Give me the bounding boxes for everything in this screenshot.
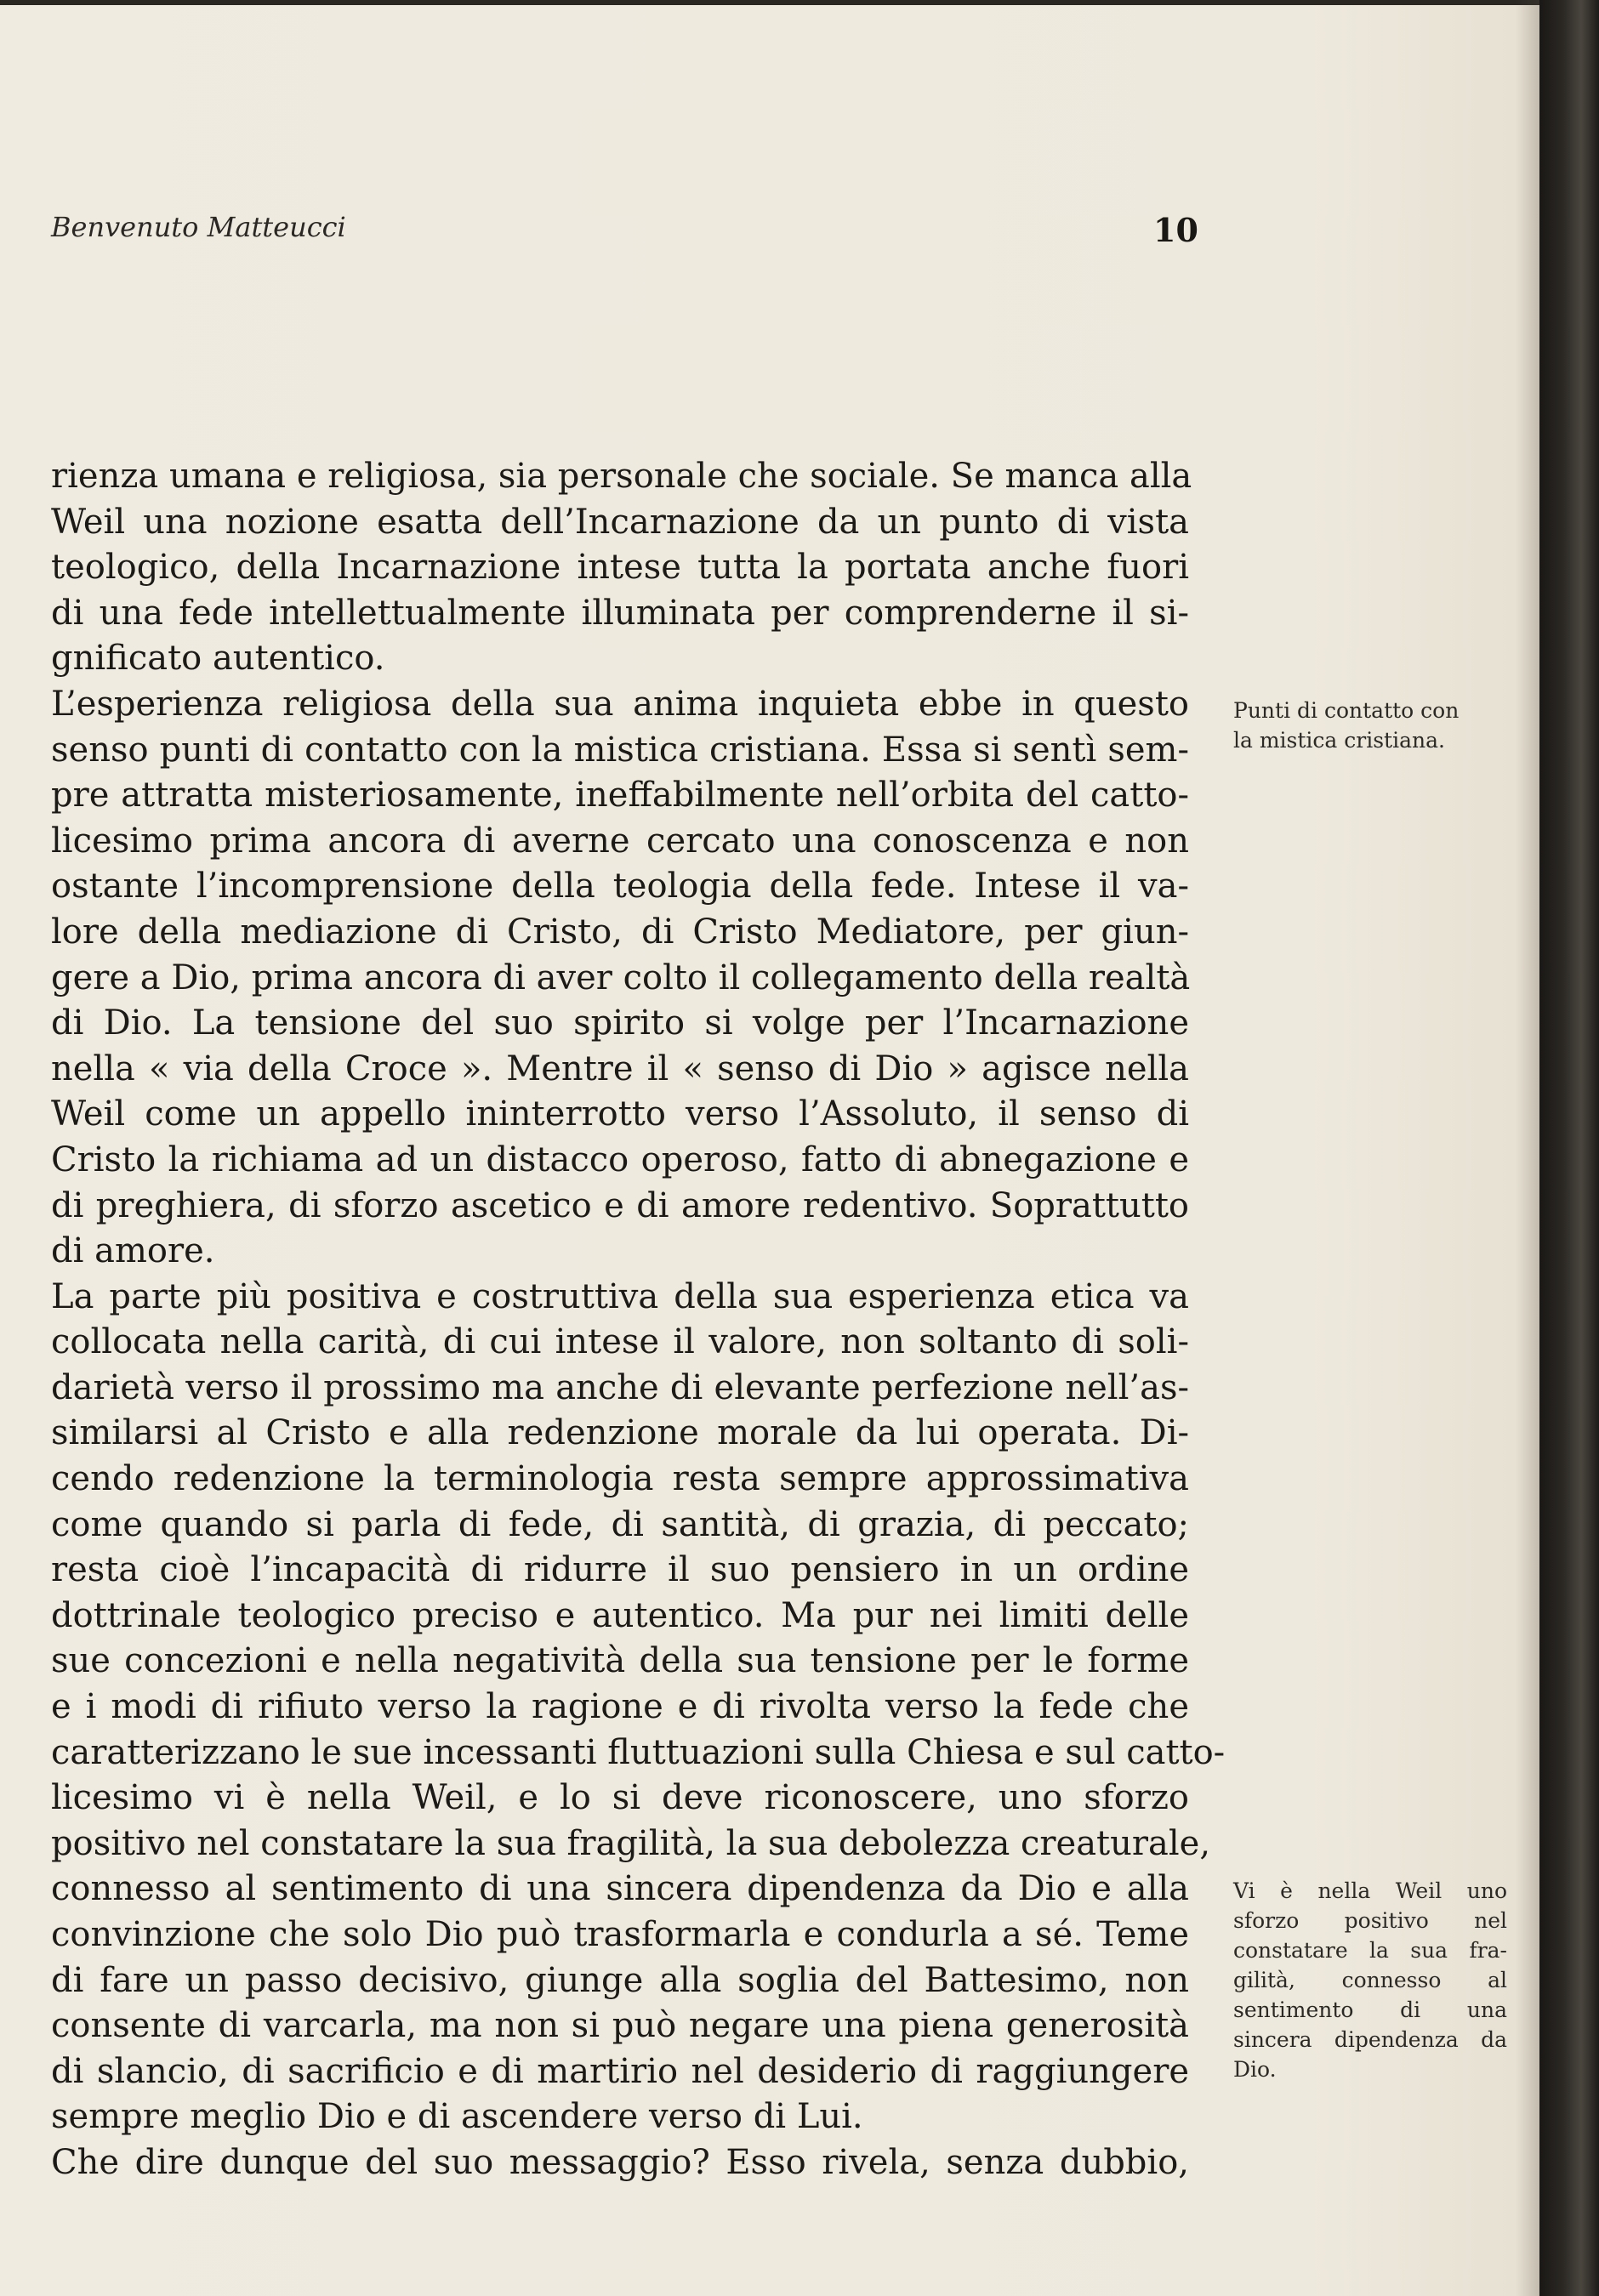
text-line: Weil una nozione esatta dell’Incarnazione da un punto di vista [51, 502, 1189, 542]
text-line: dottrinale teologico preciso e autentico. Ma pur nei limiti delle [51, 1595, 1189, 1635]
text-line: lore della mediazione di Cristo, di Cristo Mediatore, per giun- [51, 912, 1189, 952]
text-line: pre attratta misteriosamente, ineffabilmente nell’orbita del catto- [51, 776, 1189, 816]
text-line: di preghiera, di sforzo ascetico e di amore redentivo. Soprattutto [51, 1185, 1189, 1225]
text-line: nella « via della Croce ». Mentre il « senso di Dio » agisce nella [51, 1049, 1189, 1088]
text-line: licesimo prima ancora di averne cercato una conoscenza e non [51, 821, 1189, 861]
text-line: positivo nel constatare la sua fragilità, la sua debolezza creaturale, [51, 1823, 1211, 1863]
text-line: di fare un passo decisivo, giunge alla soglia del Battesimo, non [51, 1960, 1189, 2000]
text-line: e i modi di rifiuto verso la ragione e di rivolta verso la fede che [51, 1687, 1189, 1727]
text-line: licesimo vi è nella Weil, e lo si deve riconoscere, uno sforzo [51, 1778, 1189, 1818]
text-line: gere a Dio, prima ancora di aver colto il collegamento della realtà [51, 958, 1191, 997]
text-line: rienza umana e religiosa, sia personale che sociale. Se manca alla [51, 457, 1192, 496]
margin-note-mistica [1233, 696, 1507, 755]
page-number: 10 [1153, 211, 1198, 249]
text-line: consente di varcarla, ma non si può negare una piena generosità [51, 2006, 1189, 2046]
margin-note-line: gilità, connesso al [1233, 1968, 1507, 1992]
text-line: sempre meglio Dio e di ascendere verso di Lui. [51, 2097, 863, 2137]
margin-note-line: sincera dipendenza da [1233, 2027, 1507, 2052]
text-line: come quando si parla di fede, di santità, di grazia, di peccato; [51, 1504, 1189, 1544]
text-line: Che dire dunque del suo messaggio? Esso rivela, senza dubbio, [51, 2142, 1189, 2182]
text-line: ostante l’incomprensione della teologia della fede. Intese il va- [51, 867, 1189, 906]
margin-note-line: Vi è nella Weil uno [1233, 1878, 1507, 1903]
text-line: di una fede intellettualmente illuminata per comprenderne il si- [51, 593, 1189, 633]
text-line: teologico, della Incarnazione intese tutta la portata anche fuori [51, 548, 1189, 588]
margin-note-line: la mistica cristiana. [1233, 728, 1445, 753]
text-line: sue concezioni e nella negatività della sua tensione per le forme [51, 1641, 1189, 1681]
text-line: Weil come un appello ininterrotto verso l’Assoluto, il senso di [51, 1094, 1189, 1134]
text-line: di Dio. La tensione del suo spirito si volge per l’Incarnazione [51, 1003, 1189, 1043]
margin-note-line: Punti di contatto con [1233, 698, 1460, 723]
book-edge [1539, 0, 1599, 2296]
text-line: resta cioè l’incapacità di ridurre il suo pensiero in un ordine [51, 1550, 1189, 1590]
margin-note-line: Dio. [1233, 2057, 1277, 2082]
text-line: convinzione che solo Dio può trasformarla e condurla a sé. Teme [51, 1915, 1189, 1954]
text-line: senso punti di contatto con la mistica cristiana. Essa si sentì sem- [51, 730, 1189, 770]
text-line: caratterizzano le sue incessanti fluttuazioni sulla Chiesa e sul catto- [51, 1732, 1226, 1772]
text-line: similarsi al Cristo e alla redenzione morale da lui operata. Di- [51, 1413, 1189, 1453]
text-line: La parte più positiva e costruttiva della sua esperienza etica va [51, 1276, 1189, 1316]
text-line: di slancio, di sacrificio e di martirio nel desiderio di raggiungere [51, 2051, 1189, 2091]
running-header-author: Benvenuto Matteucci [51, 211, 346, 243]
text-line: L’esperienza religiosa della sua anima inquieta ebbe in questo [51, 684, 1189, 724]
text-line: di amore. [51, 1231, 215, 1271]
text-line: gnificato autentico. [51, 639, 385, 679]
margin-note-line: constatare la sua fra- [1233, 1938, 1507, 1963]
page-shadow [1516, 0, 1539, 2296]
text-line: cendo redenzione la terminologia resta sempre approssimativa [51, 1459, 1189, 1499]
text-line: connesso al sentimento di una sincera dipendenza da Dio e alla [51, 1869, 1189, 1909]
margin-note-line: sentimento di una [1233, 1998, 1507, 2022]
margin-note-line: sforzo positivo nel [1233, 1908, 1507, 1933]
text-line: collocata nella carità, di cui intese il valore, non soltanto di soli- [51, 1322, 1189, 1362]
text-line: Cristo la richiama ad un distacco operoso, fatto di abnegazione e [51, 1139, 1189, 1179]
page-top-edge [0, 0, 1539, 5]
text-line: darietà verso il prossimo ma anche di elevante perfezione nell’as- [51, 1367, 1189, 1407]
margin-note-sforzo [1233, 1876, 1507, 2084]
body-text [51, 454, 1226, 2186]
